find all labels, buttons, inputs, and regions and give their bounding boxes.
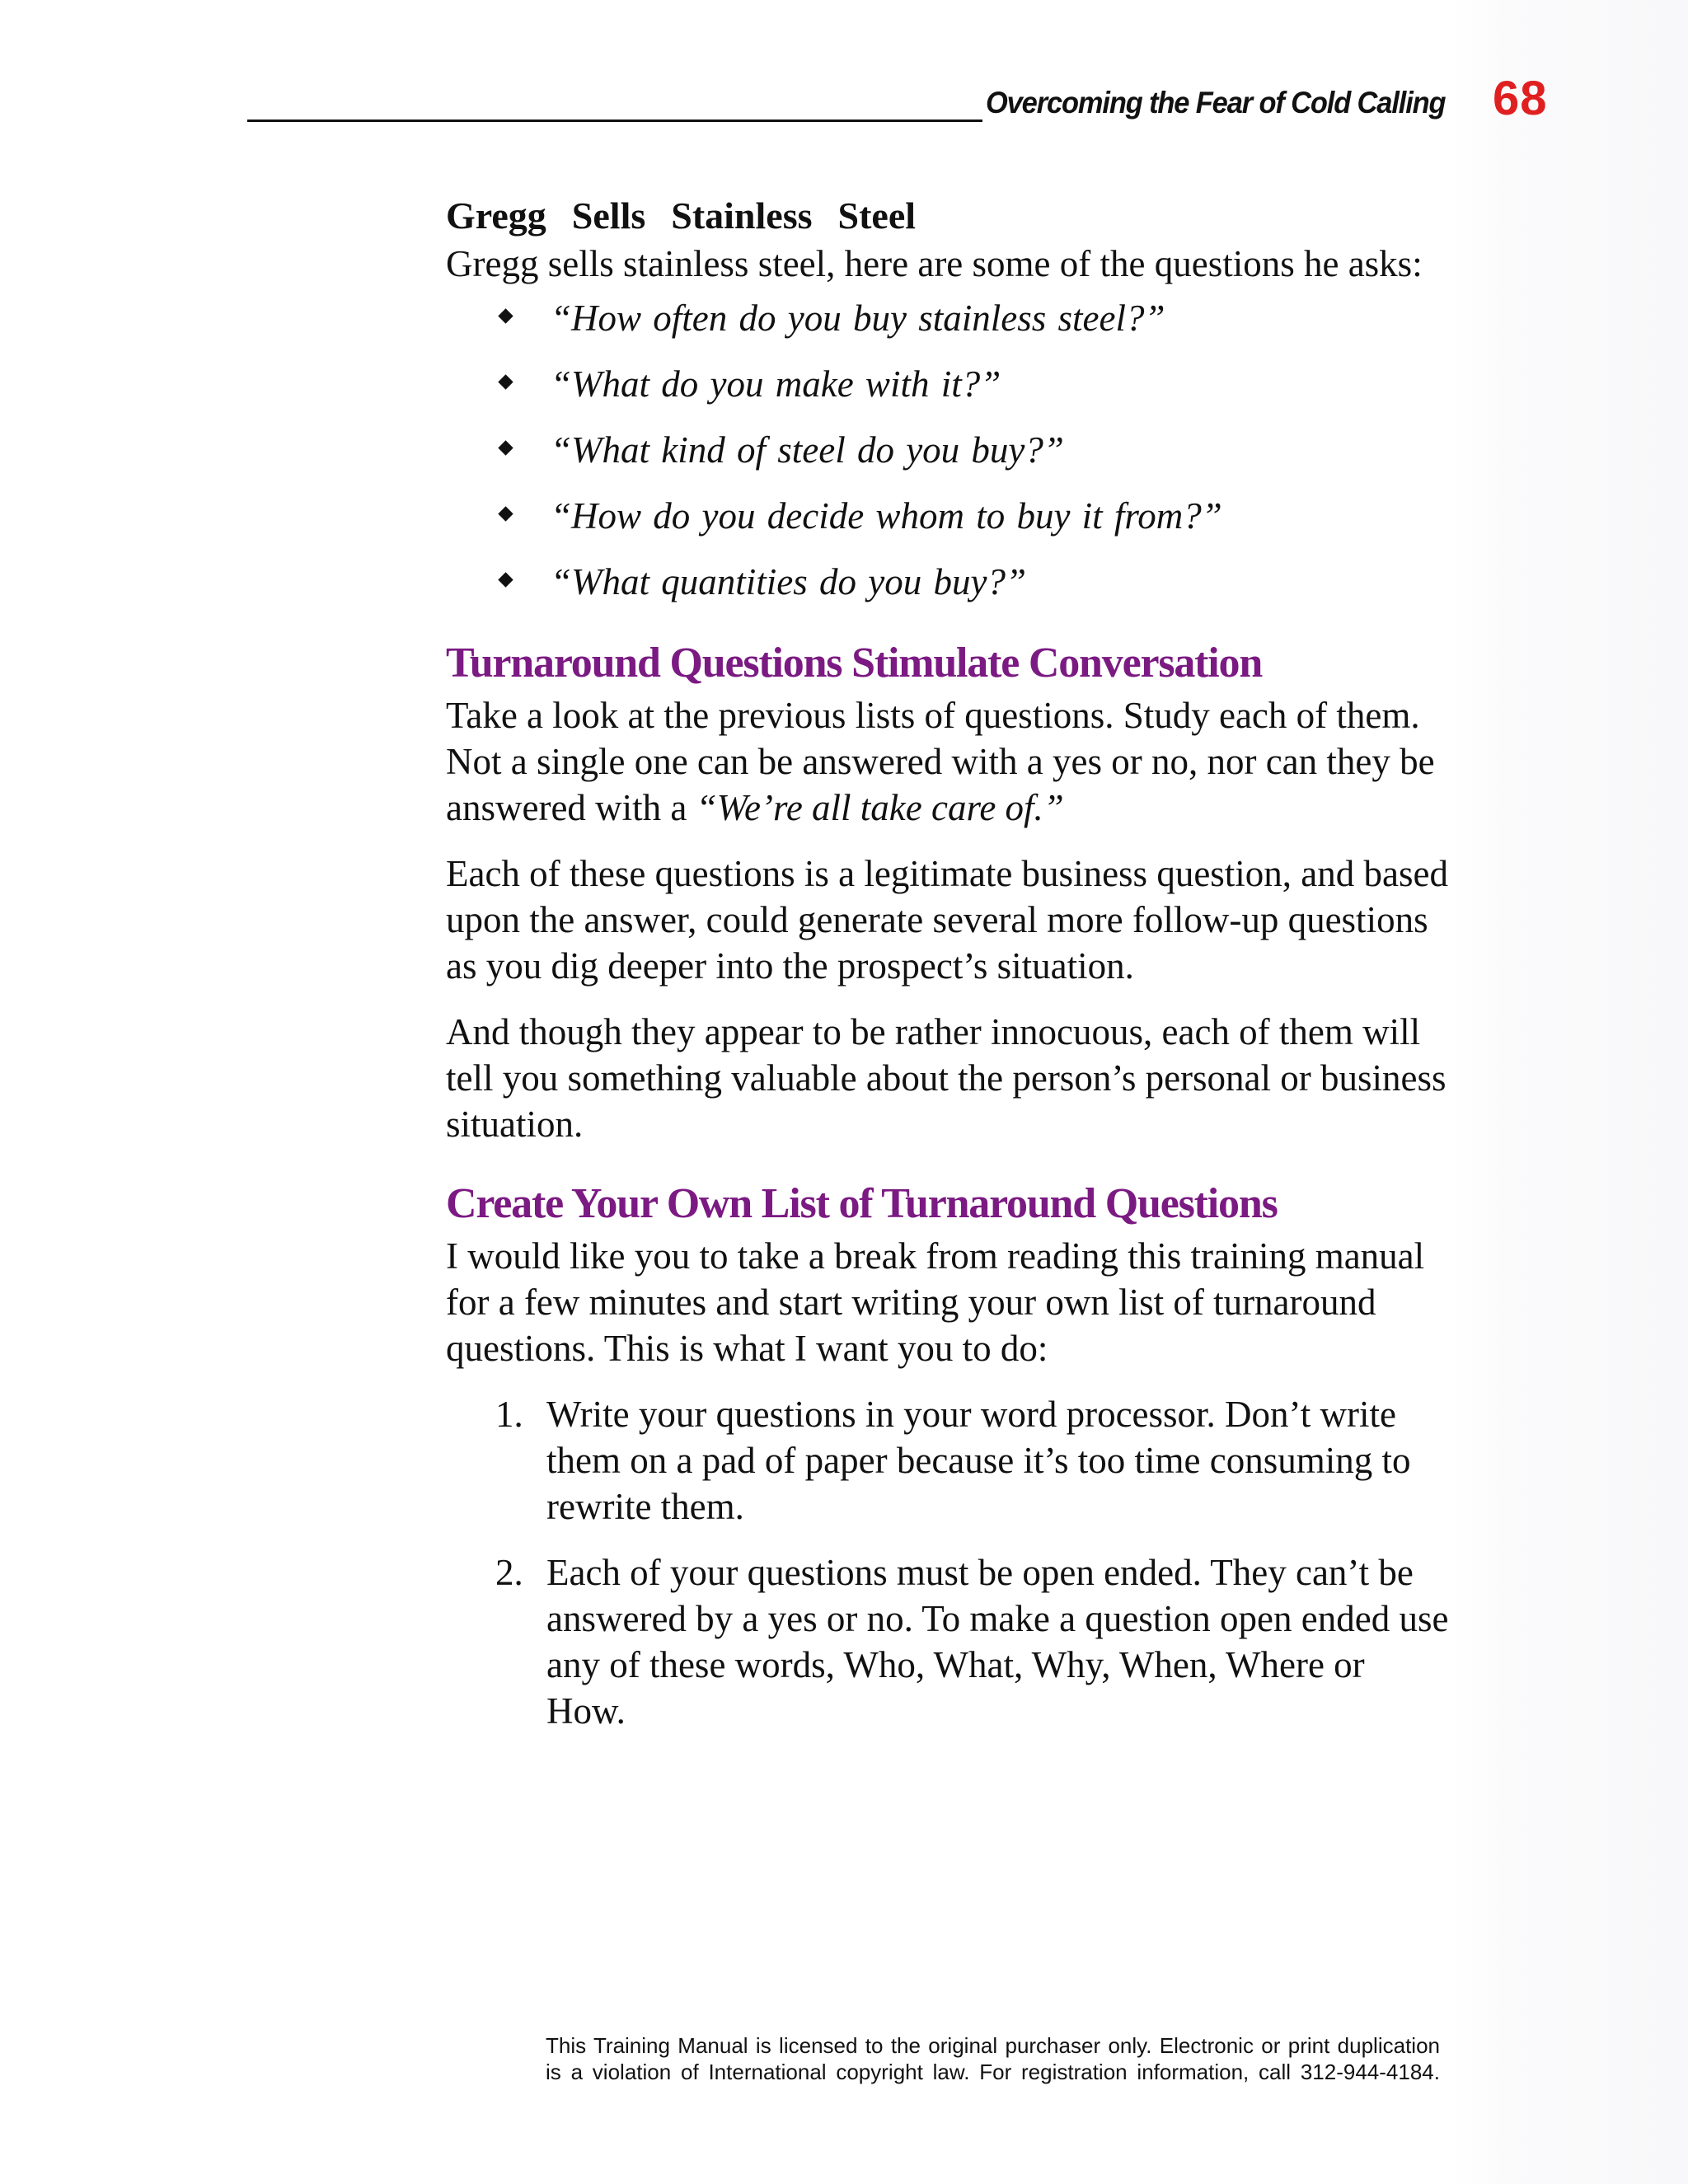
step-text: Each of your questions must be open ended. They can’t be answered by a yes or no. To make a question open ended use any of these words, Who, What, Why, When, Where or How. bbox=[546, 1552, 1449, 1732]
turnaround-paragraph-1-text: Take a look at the previous lists of questions. Study each of them. Not a single one can be answered with a yes or no, nor can they be answered with a bbox=[446, 695, 1435, 828]
list-item bbox=[446, 559, 1451, 625]
license-footer bbox=[546, 2032, 1440, 2085]
header-rule bbox=[247, 120, 982, 122]
list-item bbox=[446, 295, 1451, 361]
footer-line-1: This Training Manual is licensed to the original purchaser only. Electronic or print duplication bbox=[546, 2033, 1440, 2058]
turnaround-heading: Turnaround Questions Stimulate Conversation bbox=[446, 640, 1263, 687]
list-item bbox=[446, 493, 1451, 559]
question-text: “What kind of steel do you buy?” bbox=[551, 429, 1064, 471]
diamond-bullet-icon bbox=[498, 308, 513, 323]
question-text: “How do you decide whom to buy it from?” bbox=[551, 495, 1222, 537]
diamond-bullet-icon bbox=[498, 572, 513, 587]
turnaround-paragraph-1-quote: “We’re all take care of.” bbox=[696, 787, 1064, 828]
question-text: “What quantities do you buy?” bbox=[551, 561, 1026, 602]
gregg-intro: Gregg sells stainless steel, here are some of the questions he asks: bbox=[446, 243, 1423, 284]
gregg-subhead: Gregg Sells Stainless Steel bbox=[446, 194, 917, 237]
list-item bbox=[446, 361, 1451, 427]
turnaround-paragraph-2: Each of these questions is a legitimate business question, and based upon the answer, could generate several more follow-up questions as you dig deeper into the prospect’s situation. bbox=[446, 853, 1448, 987]
list-item bbox=[446, 427, 1451, 493]
turnaround-paragraph-1 bbox=[446, 692, 1451, 831]
gregg-question-list bbox=[446, 295, 1451, 625]
create-intro: I would like you to take a break from reading this training manual for a few minutes and start writing your own list of turnaround questions. This is what I want you to do: bbox=[446, 1235, 1425, 1369]
footer-line-2: is a violation of International copyright law. For registration information, call 312-944-4184. bbox=[546, 2060, 1440, 2084]
list-item bbox=[446, 1391, 1451, 1530]
question-text: “What do you make with it?” bbox=[551, 363, 1001, 405]
question-text: “How often do you buy stainless steel?” bbox=[551, 298, 1165, 339]
step-text: Write your questions in your word processor. Don’t write them on a pad of paper because it’s too time consuming to rewrite them. bbox=[546, 1394, 1411, 1527]
create-steps-list bbox=[446, 1391, 1451, 1734]
list-item bbox=[446, 1549, 1451, 1734]
diamond-bullet-icon bbox=[498, 374, 513, 389]
diamond-bullet-icon bbox=[498, 440, 513, 455]
diamond-bullet-icon bbox=[498, 506, 513, 521]
step-number: 1. bbox=[495, 1394, 523, 1435]
running-header-title: Overcoming the Fear of Cold Calling bbox=[986, 86, 1446, 120]
page-number: 68 bbox=[1493, 72, 1548, 125]
turnaround-paragraph-3: And though they appear to be rather innocuous, each of them will tell you something valuable about the person’s personal or business situation. bbox=[446, 1011, 1447, 1145]
create-heading: Create Your Own List of Turnaround Questions bbox=[446, 1180, 1278, 1227]
page-content bbox=[446, 191, 1451, 1754]
step-number: 2. bbox=[495, 1552, 523, 1593]
